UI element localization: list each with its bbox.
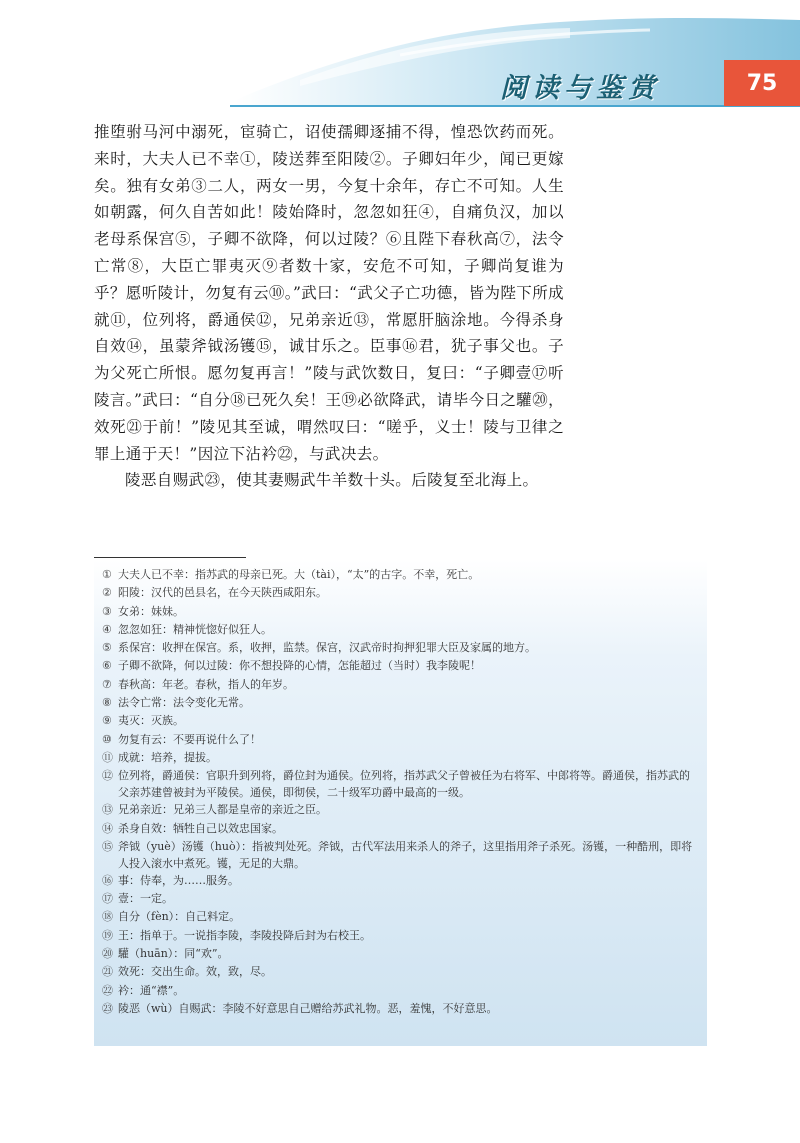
footnote-text: 夷灭：灭族。 [118,714,184,728]
footnote-number: ⑬ [102,803,113,817]
page-number-badge [724,60,800,106]
footnote-text: 忽忽如狂：精神恍惚好似狂人。 [118,622,272,636]
footnote-item [102,1000,695,1018]
footnote-item [102,945,695,963]
footnote-number: ⑩ [102,732,112,746]
main-text [94,119,564,494]
footnote-text: 成就：培养，提拔。 [118,750,217,764]
footnote-item [102,963,695,981]
footnote-number: ⑧ [102,696,112,710]
footnote-text: 杀身自效：牺牲自己以效忠国家。 [118,821,283,835]
footnote-text: 陵恶（wù）自赐武：李陵不好意思自己赠给苏武礼物。恶，羞愧，不好意思。 [118,1001,498,1015]
footnote-number: ⑭ [102,821,113,835]
footnote-number: ⑲ [102,928,113,942]
footnote-text: 自分（fèn）：自己料定。 [118,910,241,924]
footnotes-panel [94,560,707,1046]
footnote-item [102,603,695,621]
footnote-number: ⑤ [102,641,112,655]
footnote-text: 春秋高：年老。春秋，指人的年岁。 [118,677,294,691]
footnote-number: ⑳ [102,947,113,961]
footnote-number: ㉑ [102,965,113,979]
footnote-item [102,621,695,639]
footnote-number: ⑨ [102,714,112,728]
footnote-number: ㉓ [102,1001,113,1015]
footnote-item [102,639,695,657]
footnote-item [102,712,695,730]
footnote-text: 法令亡常：法令变化无常。 [118,696,250,710]
footnote-number: ⑥ [102,659,112,673]
footnote-item [102,801,695,819]
footnote-number: ⑫ [102,769,113,783]
footnote-text: 事：侍奉，为……服务。 [118,873,239,887]
footnote-number: ④ [102,622,112,636]
footnote-text: 位列将，爵通侯：官职升到列将，爵位封为通侯。位列将，指苏武父子曾被任为右将军、中郎将等。爵通侯，指苏武的父亲苏建曾被封为平陵侯。通侯，即彻侯，二十级军功爵中最高的一级。 [118,769,690,800]
paragraph [94,119,564,467]
footnote-item [102,927,695,945]
footnote-number: ⑪ [102,750,113,764]
paragraph-text: 推堕驸马河中溺死，宦骑亡，诏使孺卿逐捕不得，惶恐饮药而死。来时，大夫人已不幸①，陵送葬至阳陵②。子卿妇年少，闻已更嫁矣。独有女弟③二人，两女一男，今复十余年，存亡不可知。人生如朝露，何久自苦如此！陵始降时，忽忽如狂④，自痛负汉，加以老母系保宫⑤，子卿不欲降，何以过陵？⑥且陛下春秋高⑦，法令亡常⑧，大臣亡罪夷灭⑨者数十家，安危不可知，子卿尚复谁为乎？愿听陵计，勿复有云⑩。”武曰：“武父子亡功德，皆为陛下所成就⑪，位列将，爵通侯⑫，兄弟亲近⑬，常愿肝脑涂地。今得杀身自效⑭，虽蒙斧钺汤镬⑮，诚甘乐之。臣事⑯君，犹子事父也。子为父死亡所恨。愿勿复再言！”陵与武饮数日，复曰：“子卿壹⑰听陵言。”武曰：“自分⑱已死久矣！王⑲必欲降武，请毕今日之驩⑳，效死㉑于前！”陵见其至诚，喟然叹曰：“嗟乎，义士！陵与卫律之罪上通于天！”因泣下沾衿㉒，与武决去。 [94,123,565,463]
footnote-item [102,908,695,926]
page-number: 75 [746,70,778,96]
footnote-divider [94,557,246,558]
footnote-number: ⑮ [102,839,113,853]
footnote-number: ⑱ [102,910,113,924]
footnote-number: ① [102,568,112,581]
footnote-item [102,982,695,1000]
footnote-number: ⑦ [102,677,112,691]
footnote-item [102,890,695,908]
footnote-number: ② [102,586,112,600]
footnote-item [102,872,695,890]
footnote-number: ③ [102,604,112,618]
footnote-text: 衿：通“襟”。 [118,983,185,997]
footnote-item [102,694,695,712]
footnote-item [102,749,695,767]
footnote-item [102,838,695,872]
section-title: 阅读与鉴赏 [500,73,660,104]
footnote-item [102,820,695,838]
footnote-text: 阳陵：汉代的邑县名，在今天陕西咸阳东。 [118,586,327,600]
footnote-text: 兄弟亲近：兄弟三人都是皇帝的亲近之臣。 [118,803,327,817]
footnote-text: 子卿不欲降，何以过陵：你不想投降的心情，怎能超过（当时）我李陵呢！ [118,659,481,673]
footnote-text: 系保宫：收押在保宫。系，收押，监禁。保宫，汉武帝时拘押犯罪大臣及家属的地方。 [118,641,536,655]
footnote-number: ㉒ [102,983,113,997]
footnote-item [102,566,695,584]
footnote-text: 壹：一定。 [118,892,173,906]
paragraph-text: 陵恶自赐武㉓，使其妻赐武牛羊数十头。后陵复至北海上。 [125,471,539,490]
footnote-item [102,767,695,801]
footnote-text: 效死：交出生命。效，致，尽。 [118,965,272,979]
footnote-text: 大夫人已不幸：指苏武的母亲已死。大（tài），“太”的古字。不幸，死亡。 [118,568,480,581]
footnote-text: 王：指单于。一说指李陵，李陵投降后封为右校王。 [118,928,371,942]
footnote-item [102,584,695,602]
footnote-item [102,731,695,749]
footnote-item [102,676,695,694]
footnote-text: 驩（huān）：同“欢”。 [118,947,229,961]
footnote-text: 女弟：妹妹。 [118,604,184,618]
footnote-number: ⑯ [102,873,113,887]
footnotes-list [94,560,707,1018]
footnote-text: 斧钺（yuè）汤镬（huò）：指被判处死。斧钺，古代军法用来杀人的斧子，这里指用斧子杀死。汤镬，一种酷刑，即将人投入滚水中煮死。镬，无足的大鼎。 [118,839,693,870]
paragraph [94,467,564,494]
footnote-number: ⑰ [102,892,113,906]
footnote-text: 勿复有云：不要再说什么了！ [118,732,261,746]
footnote-item [102,657,695,675]
